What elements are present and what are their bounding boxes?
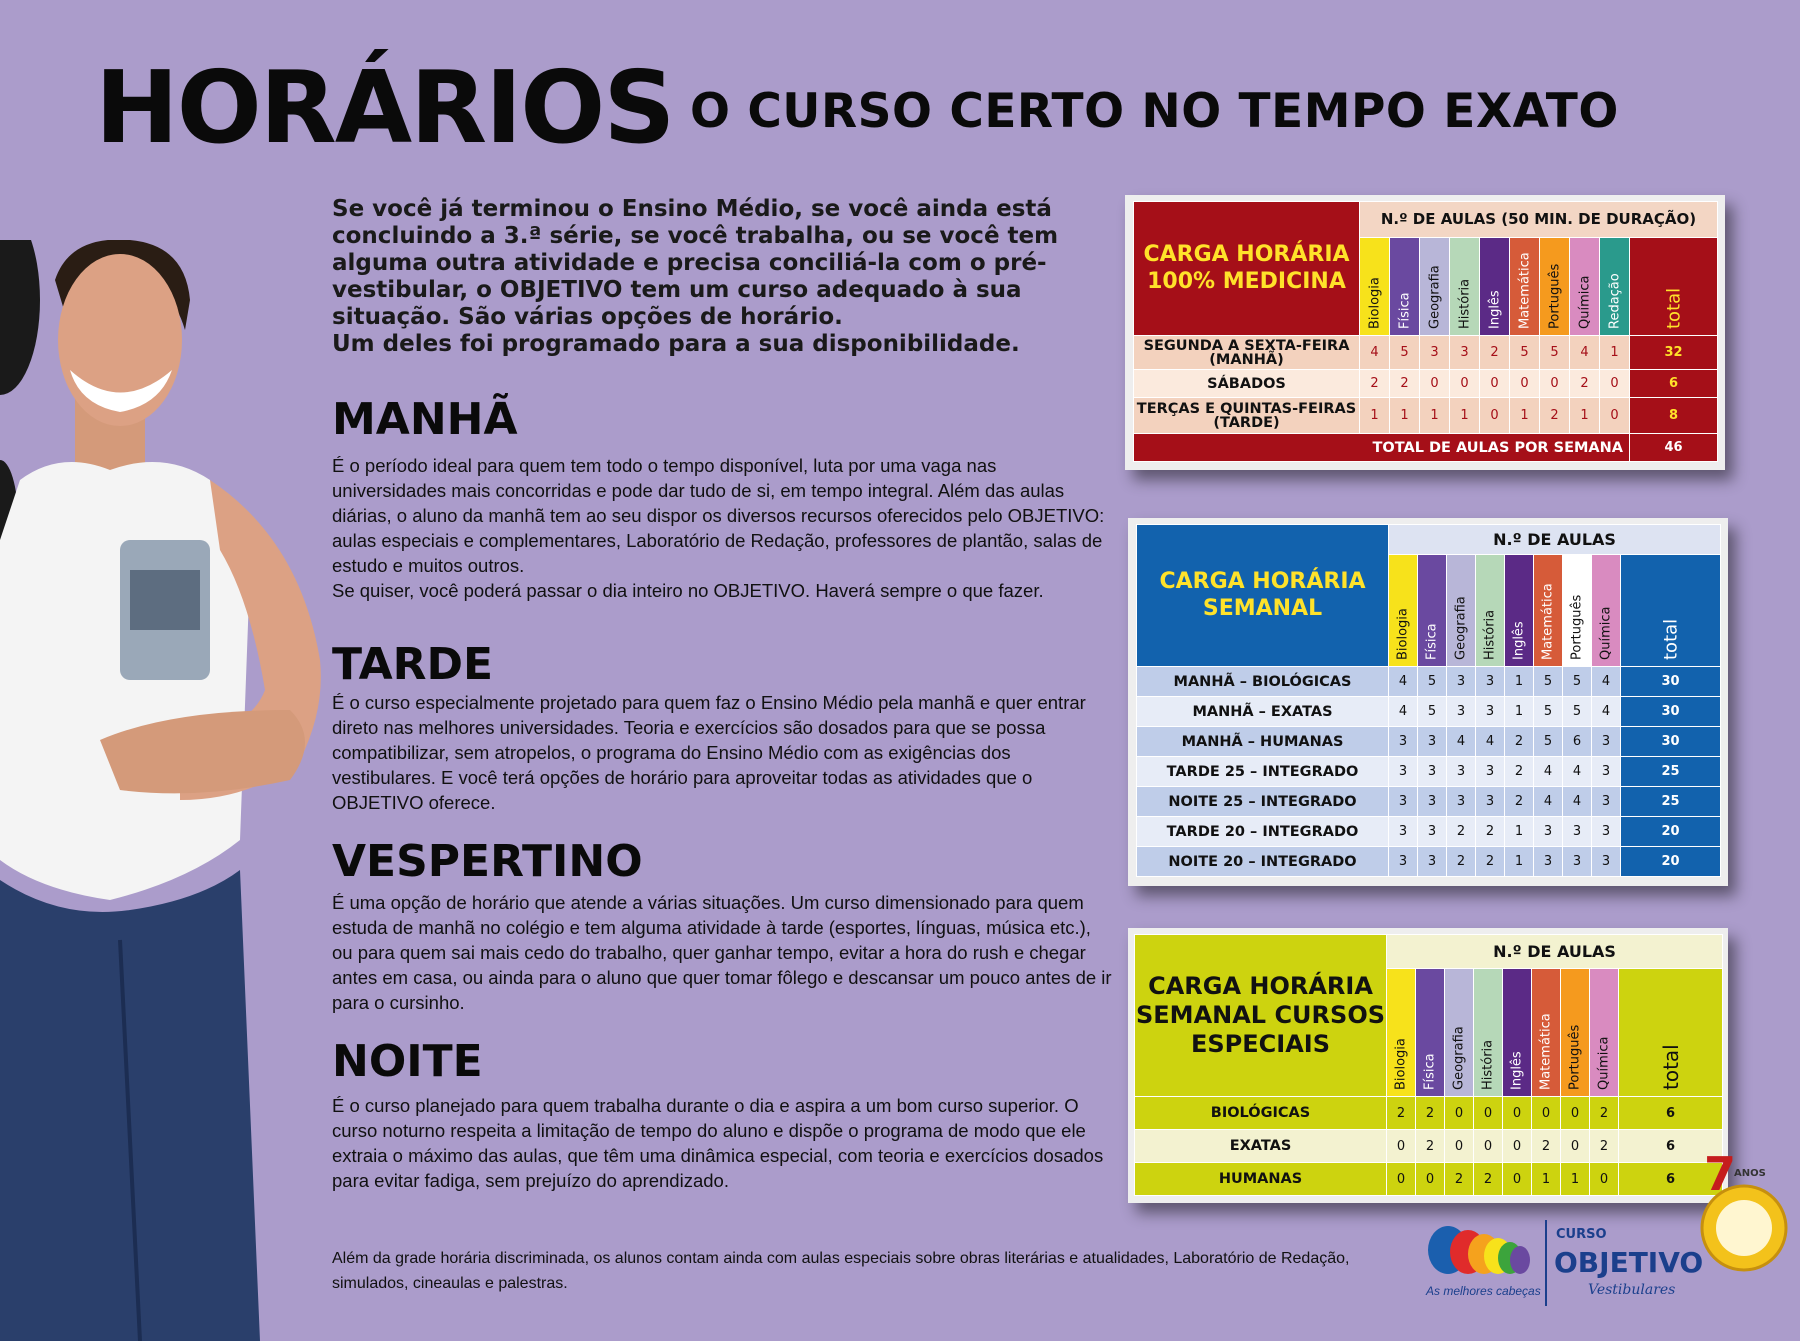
cell-value: 0	[1445, 1130, 1474, 1163]
section-title-tarde: TARDE	[332, 639, 494, 690]
row-total: 6	[1630, 370, 1718, 398]
logo-heads-icon	[1428, 1226, 1530, 1274]
table-semanal-title: CARGA HORÁRIA SEMANAL	[1137, 525, 1389, 667]
subject-header	[1600, 238, 1630, 336]
row-total: 32	[1630, 336, 1718, 370]
cell-value: 3	[1476, 757, 1505, 787]
row-label: SÁBADOS	[1134, 370, 1360, 398]
cell-value: 2	[1360, 370, 1390, 398]
row-total: 20	[1621, 817, 1721, 847]
cell-value: 2	[1447, 817, 1476, 847]
logo-sub: Vestibulares	[1588, 1282, 1676, 1298]
table-row	[1137, 787, 1721, 817]
cell-value: 0	[1450, 370, 1480, 398]
cell-value: 3	[1418, 787, 1447, 817]
cell-value: 3	[1420, 336, 1450, 370]
page-subtitle: O CURSO CERTO NO TEMPO EXATO	[690, 84, 1619, 139]
cell-value: 4	[1360, 336, 1390, 370]
cell-value: 5	[1534, 667, 1563, 697]
cell-value: 0	[1480, 370, 1510, 398]
subject-header	[1474, 969, 1503, 1097]
subject-label: Biologia	[1393, 1038, 1409, 1090]
subject-label: Física	[1424, 623, 1440, 660]
cell-value: 3	[1418, 817, 1447, 847]
subject-label: Português	[1547, 263, 1562, 329]
cell-value: 0	[1387, 1130, 1416, 1163]
subject-header	[1570, 238, 1600, 336]
subject-label: Física	[1422, 1053, 1438, 1090]
table-row	[1137, 847, 1721, 877]
subject-label: Física	[1397, 292, 1412, 329]
cell-value: 0	[1503, 1097, 1532, 1130]
cell-value: 2	[1474, 1163, 1503, 1196]
cell-value: 2	[1447, 847, 1476, 877]
subject-header	[1510, 238, 1540, 336]
cell-value: 3	[1563, 847, 1592, 877]
cell-value: 1	[1390, 398, 1420, 434]
cell-value: 0	[1532, 1097, 1561, 1130]
table-row	[1137, 697, 1721, 727]
subject-label: Química	[1598, 606, 1614, 660]
cell-value: 3	[1534, 847, 1563, 877]
cell-value: 2	[1505, 787, 1534, 817]
cell-value: 3	[1389, 727, 1418, 757]
row-label: TARDE 20 – INTEGRADO	[1137, 817, 1389, 847]
subject-header	[1418, 555, 1447, 667]
subject-header	[1592, 555, 1621, 667]
page-title: HORÁRIOS	[95, 49, 674, 166]
cell-value: 2	[1480, 336, 1510, 370]
cell-value: 3	[1447, 757, 1476, 787]
row-label: TARDE 25 – INTEGRADO	[1137, 757, 1389, 787]
cell-value: 2	[1476, 817, 1505, 847]
cell-value: 5	[1534, 727, 1563, 757]
cell-value: 0	[1474, 1097, 1503, 1130]
subject-label: Geografia	[1451, 1026, 1467, 1090]
table-medicina-sum-value: 46	[1630, 434, 1718, 462]
subject-label: Português	[1569, 594, 1585, 660]
subject-label: Química	[1596, 1036, 1612, 1090]
table-medicina-title: CARGA HORÁRIA 100% MEDICINA	[1134, 202, 1360, 336]
row-total: 30	[1621, 667, 1721, 697]
cell-value: 3	[1592, 817, 1621, 847]
row-label: NOITE 20 – INTEGRADO	[1137, 847, 1389, 877]
subject-label: Inglês	[1487, 290, 1502, 329]
cell-value: 3	[1389, 787, 1418, 817]
cell-value: 0	[1561, 1130, 1590, 1163]
cell-value: 3	[1476, 667, 1505, 697]
cell-value: 0	[1590, 1163, 1619, 1196]
subject-header	[1590, 969, 1619, 1097]
section-text: É o período ideal para quem tem todo o tempo disponível, luta por uma vaga nas universidades mais concorridas e pode dar tudo de si, em tempo integral. Além das aulas diárias, o aluno da manhã tem ao seu dispor os diversos recursos oferecidos pelo OBJETIVO: aulas especiais e complementares, Laboratório de Redação, professores de plantão, salas de estudo e muitos outros.	[332, 455, 1105, 576]
subject-label: Biologia	[1395, 608, 1411, 660]
section-body-vespertino: É uma opção de horário que atende a várias situações. Um curso dimensionado para quem estuda de manhã no colégio e tem alguma atividade à tarde (esportes, línguas, música etc.), ou para quem sai mais cedo do trabalho, quer ganhar tempo, evitar a hora do rush e chegar antes em casa, ou ainda para o aluno que quer tomar fôlego e descansar um pouco antes de ir para o cursinho.	[332, 892, 1112, 1013]
section-title-vespertino: VESPERTINO	[332, 836, 643, 887]
cell-value: 2	[1570, 370, 1600, 398]
cell-value: 2	[1505, 757, 1534, 787]
cell-value: 5	[1563, 667, 1592, 697]
table-especiais	[1134, 934, 1723, 1196]
cell-value: 3	[1447, 787, 1476, 817]
cell-value: 0	[1503, 1130, 1532, 1163]
cell-value: 3	[1563, 817, 1592, 847]
cell-value: 1	[1505, 667, 1534, 697]
total-header	[1619, 969, 1723, 1097]
subject-label: Biologia	[1367, 277, 1382, 329]
row-total: 25	[1621, 757, 1721, 787]
cell-value: 3	[1476, 787, 1505, 817]
logo-small: CURSO	[1556, 1227, 1607, 1242]
cell-value: 1	[1360, 398, 1390, 434]
cell-value: 4	[1592, 667, 1621, 697]
table-medicina-header: N.º DE AULAS (50 MIN. DE DURAÇÃO)	[1360, 202, 1718, 238]
logo-name: OBJETIVO	[1554, 1246, 1704, 1279]
subject-header	[1561, 969, 1590, 1097]
total-header	[1621, 555, 1721, 667]
cell-value: 3	[1592, 727, 1621, 757]
table-row	[1134, 398, 1718, 434]
cell-value: 2	[1532, 1130, 1561, 1163]
footnote: Além da grade horária discriminada, os alunos contam ainda com aulas especiais sobre obras literárias e atualidades, Laboratório de Redação, simulados, cineaulas e palestras.	[332, 1250, 1350, 1292]
row-label: MANHÃ – BIOLÓGICAS	[1137, 667, 1389, 697]
cell-value: 1	[1505, 847, 1534, 877]
subject-header	[1390, 238, 1420, 336]
table-especiais-header: N.º DE AULAS	[1387, 935, 1723, 969]
badge-number: 7	[1704, 1148, 1737, 1201]
subject-header	[1503, 969, 1532, 1097]
cell-value: 2	[1445, 1163, 1474, 1196]
cell-value: 1	[1561, 1163, 1590, 1196]
cell-value: 0	[1510, 370, 1540, 398]
cell-value: 4	[1570, 336, 1600, 370]
cell-value: 4	[1476, 727, 1505, 757]
row-label: BIOLÓGICAS	[1135, 1097, 1387, 1130]
subject-label: História	[1457, 278, 1472, 329]
cell-value: 1	[1532, 1163, 1561, 1196]
cell-value: 1	[1420, 398, 1450, 434]
student-photo	[0, 240, 340, 1341]
subject-label: Matemática	[1517, 252, 1532, 329]
cell-value: 5	[1390, 336, 1420, 370]
section-body-manha	[332, 453, 1112, 603]
cell-value: 0	[1420, 370, 1450, 398]
row-total: 6	[1619, 1097, 1723, 1130]
table-row	[1137, 817, 1721, 847]
subject-header	[1532, 969, 1561, 1097]
section-body-tarde: É o curso especialmente projetado para quem faz o Ensino Médio pela manhã e quer entrar direto nas melhores universidades. Teoria e exercícios são dosados para que se possa compatibilizar, sem atropelos, o programa do Ensino Médio com as exigências dos vestibulares. E você terá opções de horário para aproveitar todas as atividades que o OBJETIVO oferece.	[332, 692, 1086, 813]
cell-value: 3	[1534, 817, 1563, 847]
logo-tagline: As melhores cabeças	[1426, 1284, 1541, 1298]
table-row	[1134, 370, 1718, 398]
row-total: 25	[1621, 787, 1721, 817]
table-row	[1137, 757, 1721, 787]
subject-label: História	[1480, 1039, 1496, 1090]
cell-value: 6	[1563, 727, 1592, 757]
subject-label: Inglês	[1511, 621, 1527, 660]
cell-value: 1	[1570, 398, 1600, 434]
cell-value: 2	[1476, 847, 1505, 877]
subject-header	[1540, 238, 1570, 336]
subject-header	[1480, 238, 1510, 336]
cell-value: 5	[1418, 697, 1447, 727]
row-total: 30	[1621, 727, 1721, 757]
cell-value: 4	[1447, 727, 1476, 757]
cell-value: 4	[1563, 787, 1592, 817]
subject-header	[1476, 555, 1505, 667]
section-text: Se quiser, você poderá passar o dia inteiro no OBJETIVO. Haverá sempre o que fazer.	[332, 580, 1044, 601]
row-label: MANHÃ – EXATAS	[1137, 697, 1389, 727]
cell-value: 3	[1447, 697, 1476, 727]
cell-value: 0	[1445, 1097, 1474, 1130]
cell-value: 1	[1510, 398, 1540, 434]
cell-value: 3	[1389, 757, 1418, 787]
cell-value: 0	[1416, 1163, 1445, 1196]
subject-header	[1416, 969, 1445, 1097]
cell-value: 3	[1592, 847, 1621, 877]
cell-value: 0	[1600, 370, 1630, 398]
row-label: NOITE 25 – INTEGRADO	[1137, 787, 1389, 817]
subject-label: Inglês	[1509, 1051, 1525, 1090]
subject-label: Geografia	[1427, 265, 1442, 329]
section-title-manha: MANHÃ	[332, 394, 518, 445]
badge-word: ANOS	[1734, 1168, 1766, 1179]
intro-text	[332, 196, 1092, 358]
row-total: 8	[1630, 398, 1718, 434]
cell-value: 0	[1540, 370, 1570, 398]
cell-value: 4	[1563, 757, 1592, 787]
cell-value: 2	[1390, 370, 1420, 398]
table-semanal-header: N.º DE AULAS	[1389, 525, 1721, 555]
row-label: EXATAS	[1135, 1130, 1387, 1163]
subject-label: Geografia	[1453, 596, 1469, 660]
subject-label: Matemática	[1538, 1013, 1554, 1090]
subject-header	[1447, 555, 1476, 667]
table-medicina-sum-label: TOTAL DE AULAS POR SEMANA	[1134, 434, 1630, 462]
row-total: 6	[1619, 1130, 1723, 1163]
row-total: 6	[1619, 1163, 1723, 1196]
cell-value: 5	[1540, 336, 1570, 370]
subject-header	[1389, 555, 1418, 667]
subject-header	[1450, 238, 1480, 336]
cell-value: 2	[1540, 398, 1570, 434]
subject-label: História	[1482, 609, 1498, 660]
section-body-noite: É o curso planejado para quem trabalha durante o dia e aspira a um bom curso superior. O curso noturno respeita a limitação de tempo do aluno e dispõe o programa de modo que ele extraia o máximo das aulas, que têm uma dinâmica especial, com teoria e exercícios dosados para evitar fadiga, sem prejuízo do aprendizado.	[332, 1095, 1104, 1191]
cell-value: 1	[1450, 398, 1480, 434]
cell-value: 4	[1534, 757, 1563, 787]
cell-value: 0	[1387, 1163, 1416, 1196]
cell-value: 3	[1418, 727, 1447, 757]
cell-value: 0	[1503, 1163, 1532, 1196]
cell-value: 1	[1600, 336, 1630, 370]
table-row	[1134, 336, 1718, 370]
table-semanal	[1136, 524, 1721, 877]
cell-value: 2	[1590, 1097, 1619, 1130]
cell-value: 3	[1450, 336, 1480, 370]
cell-value: 2	[1416, 1130, 1445, 1163]
total-label: total	[1658, 1044, 1683, 1090]
subject-header	[1505, 555, 1534, 667]
row-label: TERÇAS E QUINTAS-FEIRAS (TARDE)	[1134, 398, 1360, 434]
subject-label: Português	[1567, 1024, 1583, 1090]
cell-value: 3	[1418, 757, 1447, 787]
subject-label: Redação	[1607, 273, 1622, 329]
cell-value: 4	[1592, 697, 1621, 727]
table-row	[1135, 1130, 1723, 1163]
subject-label: Química	[1577, 275, 1592, 329]
cell-value: 4	[1389, 697, 1418, 727]
subject-header	[1563, 555, 1592, 667]
subject-header	[1420, 238, 1450, 336]
intro-paragraph: Se você já terminou o Ensino Médio, se você ainda está concluindo a 3.ª série, se você trabalha, ou se você tem alguma outra atividade e precisa conciliá-la com o pré-vestibular, o OBJETIVO tem um curso adequado à sua situação. São várias opções de horário.	[332, 196, 1059, 330]
subject-header	[1534, 555, 1563, 667]
cell-value: 3	[1447, 667, 1476, 697]
subject-header	[1387, 969, 1416, 1097]
cell-value: 0	[1561, 1097, 1590, 1130]
section-title-noite: NOITE	[332, 1036, 483, 1087]
table-row	[1137, 727, 1721, 757]
cell-value: 5	[1510, 336, 1540, 370]
cell-value: 3	[1592, 757, 1621, 787]
cell-value: 5	[1534, 697, 1563, 727]
table-row	[1137, 667, 1721, 697]
row-label: HUMANAS	[1135, 1163, 1387, 1196]
table-row	[1135, 1163, 1723, 1196]
cell-value: 3	[1592, 787, 1621, 817]
cell-value: 3	[1389, 817, 1418, 847]
row-label: MANHÃ – HUMANAS	[1137, 727, 1389, 757]
table-especiais-title: CARGA HORÁRIA SEMANAL CURSOS ESPECIAIS	[1135, 935, 1387, 1097]
cell-value: 1	[1505, 697, 1534, 727]
subject-label: Matemática	[1540, 583, 1556, 660]
cell-value: 3	[1389, 847, 1418, 877]
total-label: total	[1663, 287, 1684, 329]
row-total: 30	[1621, 697, 1721, 727]
subject-header	[1360, 238, 1390, 336]
cell-value: 1	[1505, 817, 1534, 847]
total-label: total	[1660, 618, 1682, 660]
cell-value: 3	[1418, 847, 1447, 877]
table-row	[1135, 1097, 1723, 1130]
cell-value: 0	[1474, 1130, 1503, 1163]
cell-value: 4	[1389, 667, 1418, 697]
cell-value: 2	[1505, 727, 1534, 757]
cell-value: 3	[1476, 697, 1505, 727]
row-label: SEGUNDA A SEXTA-FEIRA (MANHÃ)	[1134, 336, 1360, 370]
intro-paragraph-2: Um deles foi programado para a sua disponibilidade.	[332, 331, 1020, 357]
cell-value: 0	[1480, 398, 1510, 434]
cell-value: 4	[1534, 787, 1563, 817]
cell-value: 5	[1418, 667, 1447, 697]
cell-value: 2	[1590, 1130, 1619, 1163]
row-total: 20	[1621, 847, 1721, 877]
objetivo-logo	[1418, 1210, 1718, 1320]
subject-header	[1445, 969, 1474, 1097]
table-medicina	[1133, 201, 1718, 462]
cell-value: 0	[1600, 398, 1630, 434]
cell-value: 5	[1563, 697, 1592, 727]
total-header	[1630, 238, 1718, 336]
cell-value: 2	[1416, 1097, 1445, 1130]
cell-value: 2	[1387, 1097, 1416, 1130]
